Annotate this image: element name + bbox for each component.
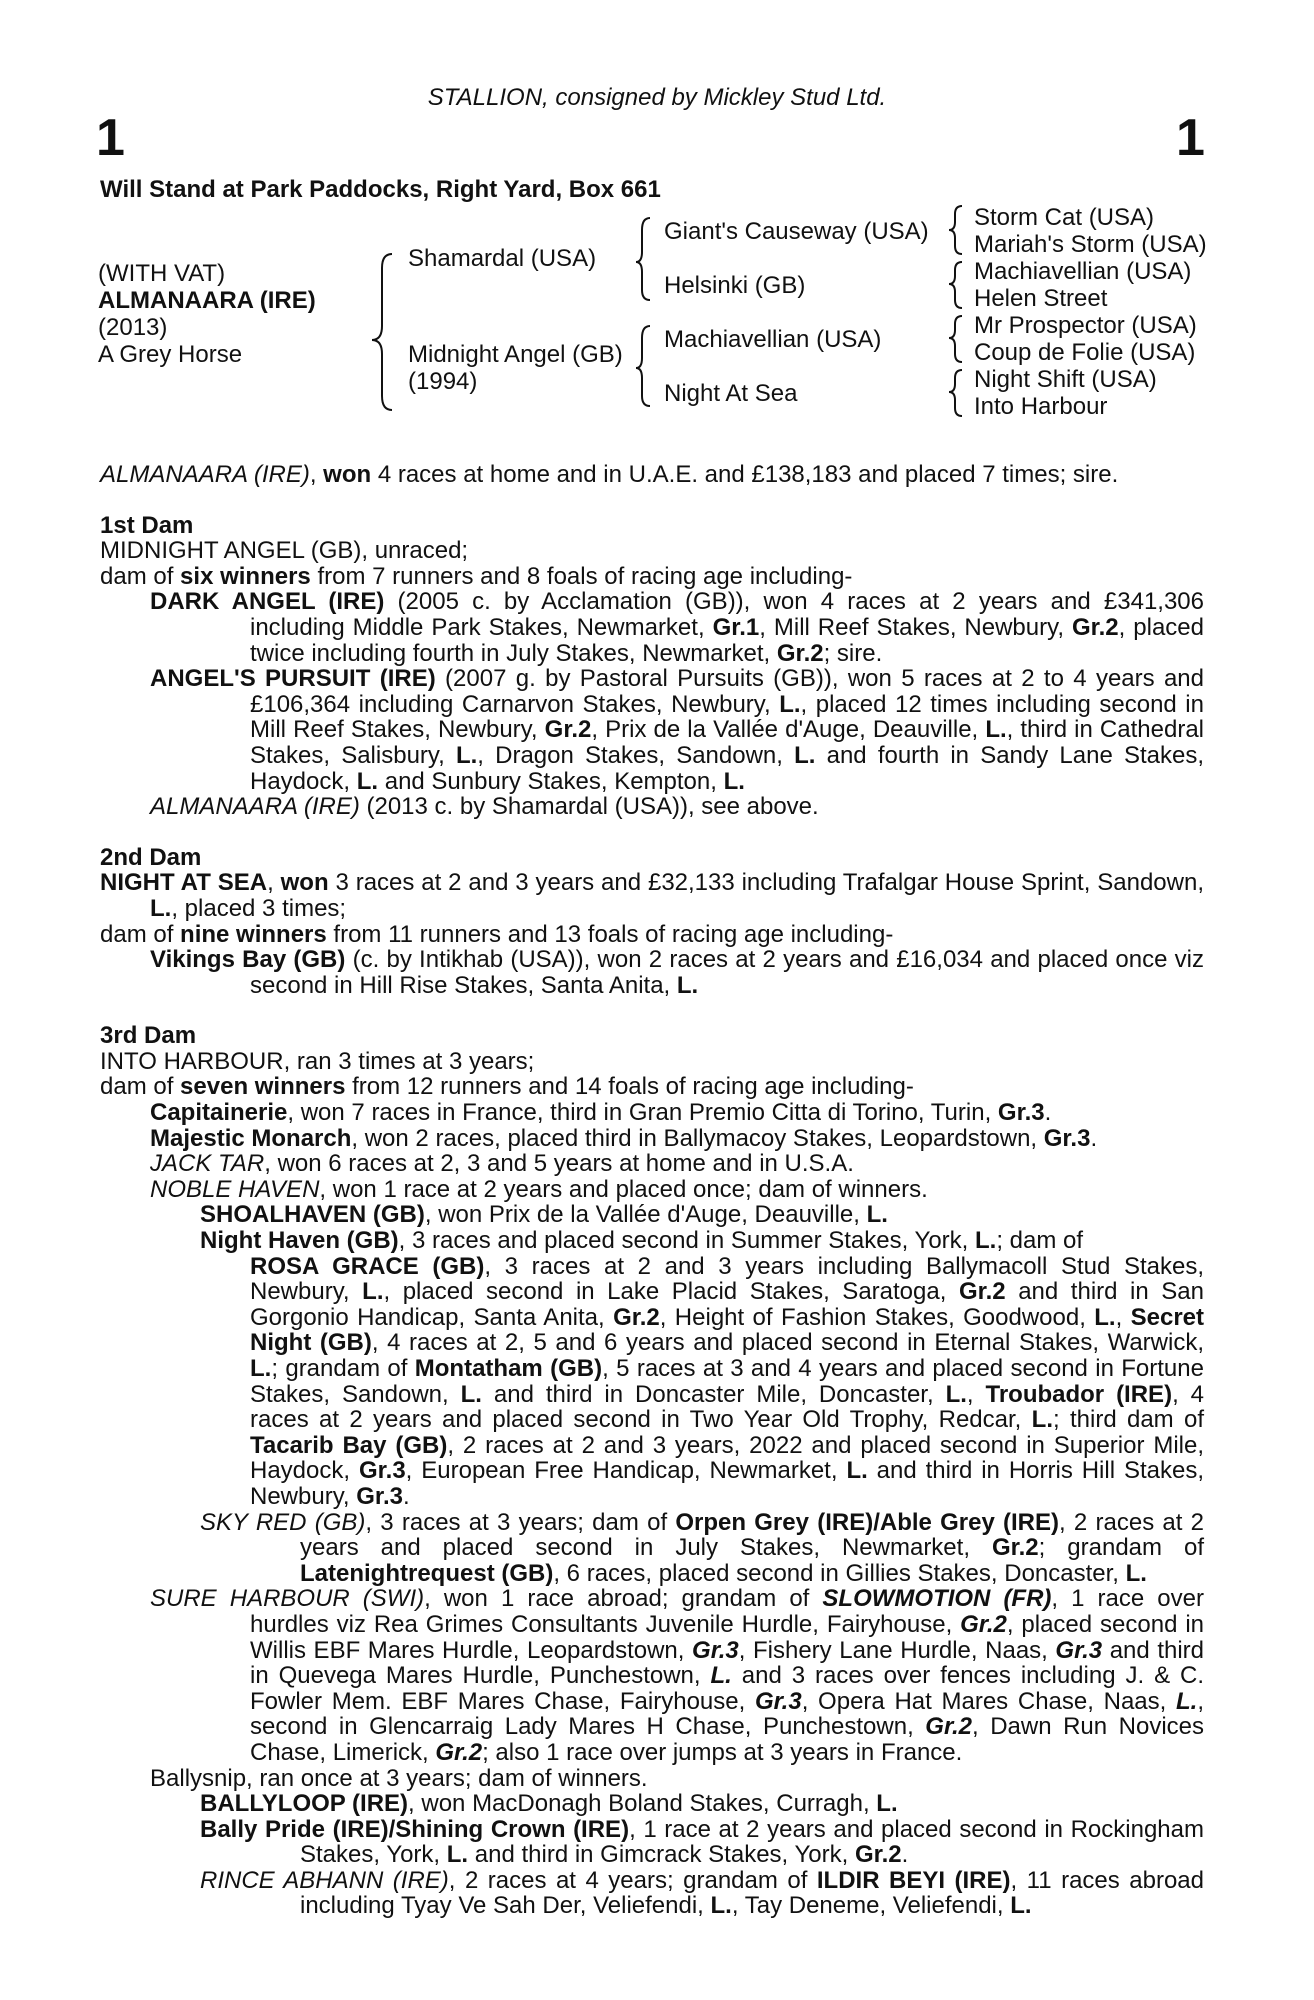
pedigree-g4-8: Into Harbour xyxy=(974,393,1108,420)
horse-name: ALMANAARA (IRE) xyxy=(98,287,316,314)
offspring-dark-angel: DARK ANGEL (IRE) (2005 c. by Acclamation (GB)), won 4 races at 2 years and £341,306 including Middle Park Stakes, Newmarket, Gr.1, Mill Reef Stakes, Newbury, Gr.2, placed twice including fourth in July Stakes, Newmarket, Gr.2; sire. xyxy=(150,588,1204,667)
pedigree-dam-year: (1994) xyxy=(408,368,478,395)
third-dam-produce: dam of seven winners from 12 runners and 14 foals of racing age including- xyxy=(100,1073,914,1101)
offspring-jack-tar: JACK TAR, won 6 races at 2, 3 and 5 years at home and in U.S.A. xyxy=(150,1150,854,1178)
offspring-sky-red: SKY RED (GB), 3 races at 3 years; dam of Orpen Grey (IRE)/Able Grey (IRE), 2 races at 2 years and placed second in July Stakes, Newmarket, Gr.2; grandam of Latenightrequest (GB), 6 races, placed second in Gillies Stakes, Doncaster, L. xyxy=(200,1508,1205,1587)
pedigree-sire-dam: Helsinki (GB) xyxy=(664,272,806,299)
summary-line: ALMANAARA (IRE), won 4 races at home and in U.A.E. and £138,183 and placed 7 times; sire. xyxy=(100,461,1119,488)
offspring-ballysnip: Ballysnip, ran once at 3 years; dam of winners. xyxy=(150,1764,648,1792)
offspring-vikings-bay: Vikings Bay (GB) (c. by Intikhab (USA)), won 2 races at 2 years and £16,034 and placed once viz second in Hill Rise Stakes, Santa Anita, L. xyxy=(150,946,1205,999)
offspring-rince-abhann: RINCE ABHANN (IRE), 2 races at 4 years; grandam of ILDIR BEYI (IRE), 11 races abroad including Tyay Ve Sah Der, Veliefendi, L., Tay Deneme, Veliefendi, L. xyxy=(200,1866,1204,1920)
offspring-shoalhaven: SHOALHAVEN (GB), won Prix de la Vallée d'Auge, Deauville, L. xyxy=(200,1201,888,1229)
offspring-bally-pride: Bally Pride (IRE)/Shining Crown (IRE), 1 race at 2 years and placed second in Rockingham Stakes, York, L. and third in Gimcrack Stakes, York, Gr.2. xyxy=(200,1815,1204,1869)
offspring-capitainerie: Capitainerie, won 7 races in France, third in Gran Premio Citta di Torino, Turin, Gr.3. xyxy=(150,1099,1052,1127)
pedigree-sire-sire: Giant's Causeway (USA) xyxy=(664,218,929,245)
third-dam-line: INTO HARBOUR, ran 3 times at 3 years; xyxy=(100,1047,535,1075)
offspring-almanaara: ALMANAARA (IRE) (2013 c. by Shamardal (USA)), see above. xyxy=(150,793,819,821)
first-dam-produce: dam of six winners from 7 runners and 8 foals of racing age including- xyxy=(100,562,853,590)
pedigree-g4-7: Night Shift (USA) xyxy=(974,366,1157,393)
vat-label: (WITH VAT) xyxy=(98,260,226,287)
pedigree-g4-6: Coup de Folie (USA) xyxy=(974,339,1196,366)
horse-year: (2013) xyxy=(98,314,168,341)
offspring-majestic-monarch: Majestic Monarch, won 2 races, placed third in Ballymacoy Stakes, Leopardstown, Gr.3. xyxy=(150,1124,1098,1152)
pedigree-dam-sire: Machiavellian (USA) xyxy=(664,326,882,353)
pedigree-notes xyxy=(100,462,1204,1919)
location-line: Will Stand at Park Paddocks, Right Yard, Box 661 xyxy=(100,176,661,203)
lot-number-left: 1 xyxy=(96,109,125,167)
second-dam-heading: 2nd Dam xyxy=(100,843,202,871)
third-dam-heading: 3rd Dam xyxy=(100,1022,197,1050)
lot-number-right: 1 xyxy=(1176,109,1205,167)
pedigree-dam: Midnight Angel (GB) xyxy=(408,341,623,368)
consignment-line: STALLION, consigned by Mickley Stud Ltd. xyxy=(427,84,887,111)
pedigree-g4-5: Mr Prospector (USA) xyxy=(974,312,1197,339)
offspring-ballyloop: BALLYLOOP (IRE), won MacDonagh Boland Stakes, Curragh, L. xyxy=(200,1790,898,1818)
pedigree-sire: Shamardal (USA) xyxy=(408,245,597,272)
pedigree-g4-3: Machiavellian (USA) xyxy=(974,258,1192,285)
offspring-noble-haven: NOBLE HAVEN, won 1 race at 2 years and placed once; dam of winners. xyxy=(150,1175,928,1203)
offspring-angels-pursuit: ANGEL'S PURSUIT (IRE) (2007 g. by Pastoral Pursuits (GB)), won 5 races at 2 to 4 years and £106,364 including Carnarvon Stakes, Newbury, L., placed 12 times including second in Mill Reef Stakes, Newbury, Gr.2, Prix de la Vallée d'Auge, Deauville, L., third in Cathedral Stakes, Salisbury, L., Dragon Stakes, Sandown, L. and fourth in Sandy Lane Stakes, Haydock, L. and Sunbury Stakes, Kempton, L. xyxy=(150,665,1205,795)
offspring-sure-harbour: SURE HARBOUR (SWI), won 1 race abroad; grandam of SLOWMOTION (FR), 1 race over hurdles viz Rea Grimes Consultants Juvenile Hurdle, Fairyhouse, Gr.2, placed second in Willis EBF Mares Hurdle, Leopardstown, Gr.3, Fishery Lane Hurdle, Naas, Gr.3 and third in Quevega Mares Hurdle, Punchestown, L. and 3 races over fences including J. & C. Fowler Mem. EBF Mares Chase, Fairyhouse, Gr.3, Opera Hat Mares Chase, Naas, L., second in Glencarraig Lady Mares H Chase, Punchestown, Gr.2, Dawn Run Novices Chase, Limerick, Gr.2; also 1 race over jumps at 3 years in France. xyxy=(150,1585,1205,1766)
second-dam-line: NIGHT AT SEA, won 3 races at 2 and 3 years and £32,133 including Trafalgar House Sprint, Sandown, L., placed 3 times; xyxy=(100,869,1204,922)
pedigree-dam-dam: Night At Sea xyxy=(664,380,798,407)
offspring-rosa-grace: ROSA GRACE (GB), 3 races at 2 and 3 years including Ballymacoll Stud Stakes, Newbury, L., placed second in Lake Placid Stakes, Saratoga, Gr.2 and third in San Gorgonio Handicap, Santa Anita, Gr.2, Height of Fashion Stakes, Goodwood, L., Secret Night (GB), 4 races at 2, 5 and 6 years and placed second in Eternal Stakes, Warwick, L.; grandam of Montatham (GB), 5 races at 3 and 4 years and placed second in Fortune Stakes, Sandown, L. and third in Doncaster Mile, Doncaster, L., Troubador (IRE), 4 races at 2 years and placed second in Two Year Old Trophy, Redcar, L.; third dam of Tacarib Bay (GB), 2 races at 2 and 3 years, 2022 and placed second in Superior Mile, Haydock, Gr.3, European Free Handicap, Newmarket, L. and third in Horris Hill Stakes, Newbury, Gr.3. xyxy=(250,1252,1205,1510)
horse-description: A Grey Horse xyxy=(98,341,243,368)
pedigree-g4-1: Storm Cat (USA) xyxy=(974,204,1155,231)
pedigree-g4-2: Mariah's Storm (USA) xyxy=(974,231,1207,258)
pedigree-g4-4: Helen Street xyxy=(974,285,1108,312)
second-dam-produce: dam of nine winners from 11 runners and 13 foals of racing age including- xyxy=(100,920,894,948)
offspring-night-haven: Night Haven (GB), 3 races and placed second in Summer Stakes, York, L.; dam of xyxy=(200,1227,1084,1255)
first-dam-line: MIDNIGHT ANGEL (GB), unraced; xyxy=(100,537,469,565)
first-dam-heading: 1st Dam xyxy=(100,511,194,539)
